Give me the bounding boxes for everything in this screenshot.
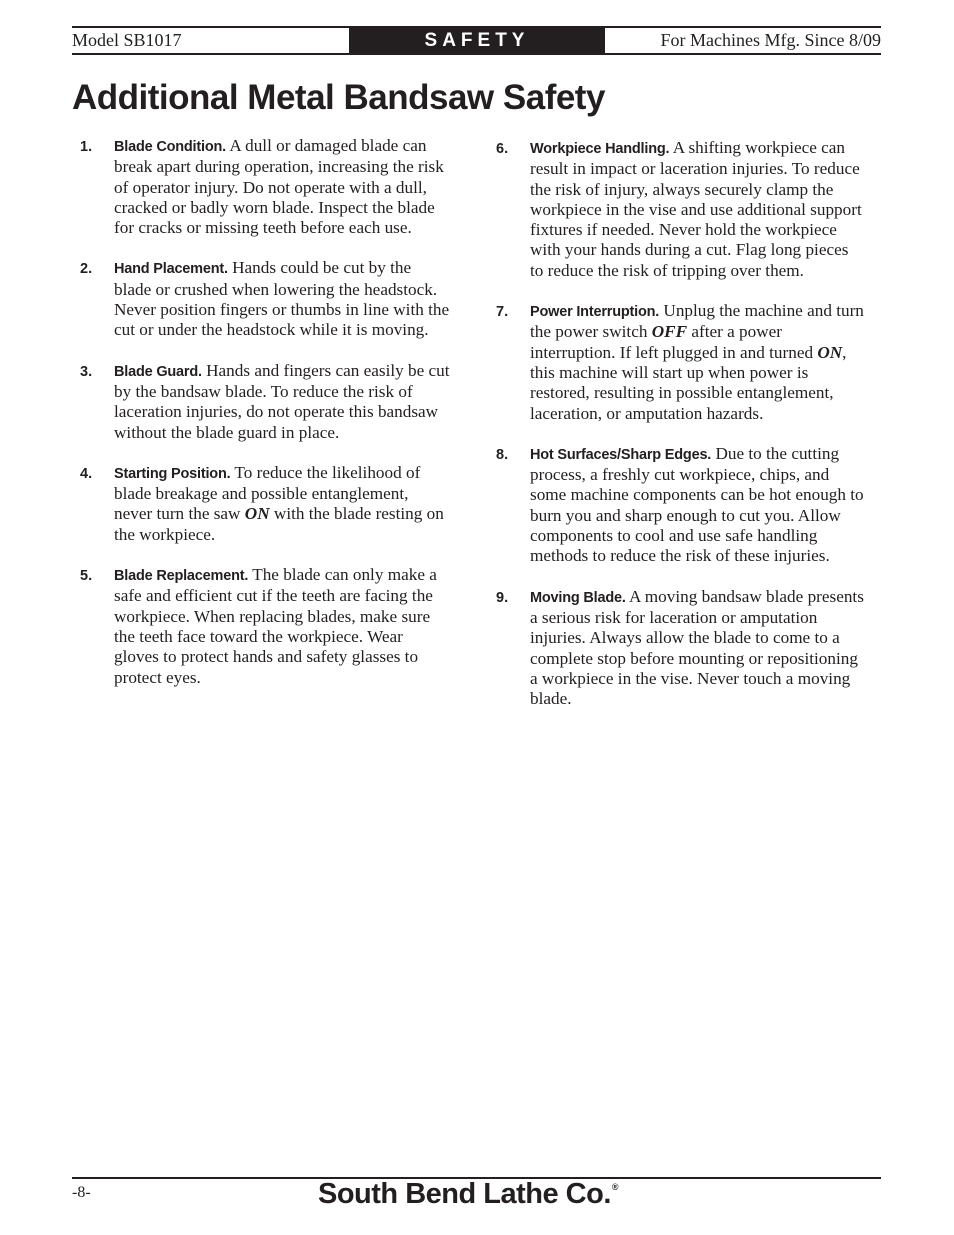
item-number: 3. [80, 363, 93, 380]
right-column [496, 138, 866, 729]
safety-item-5 [80, 565, 450, 688]
header-model: Model SB1017 [72, 30, 182, 50]
item-emphasis: OFF [651, 322, 688, 342]
item-text: Due to the cutting process, a freshly cut workpiece, chips, and some machine components can be hot enough to burn you and sharp enough to cut you. Allow components to cool and use safe handling methods to reduce the risk of these injuries. [530, 443, 864, 566]
item-text: Hands and fingers can easily be cut by the bandsaw blade. To reduce the risk of laceration injuries, do not operate this bandsaw without the blade guard in place. [114, 360, 450, 442]
item-text: Hands could be cut by the blade or crushed when lowering the headstock. Never position fingers or thumbs in line with the cut or under the headstock while it is moving. [114, 258, 450, 340]
item-number: 1. [80, 139, 93, 155]
item-text: The blade can only make a safe and efficient cut if the teeth are facing the workpiece. When replacing blades, make sure the teeth face toward the workpiece. Wear gloves to protect hands and safety glasses to protect eyes. [114, 565, 437, 687]
safety-item-1 [80, 136, 450, 238]
item-label: Hot Surfaces/Sharp Edges. [530, 446, 712, 463]
left-column [80, 136, 450, 708]
item-text: A moving bandsaw blade presents a serious risk for laceration or amputation injuries. Always allow the blade to come to a complete stop before mounting or repositioning a workpiece in the vise. Never touch a moving blade. [530, 586, 864, 709]
item-text: with the blade resting on the workpiece. [114, 504, 444, 544]
item-number: 9. [496, 589, 509, 606]
safety-item-7 [496, 301, 866, 424]
item-number: 2. [80, 261, 93, 278]
item-text: A dull or damaged blade can break apart during operation, increasing the risk of operator injury. Do not operate with a dull, cracked or badly worn blade. Inspect the blade for cracks or missing teeth before each use. [114, 136, 444, 238]
header-section-title: SAFETY [349, 28, 605, 53]
item-number: 4. [80, 465, 93, 482]
item-label: Power Interruption. [530, 304, 660, 321]
item-text: To reduce the likelihood of blade breakage and possible entanglement, never turn the saw [114, 462, 421, 524]
item-number: 5. [80, 568, 93, 585]
item-label: Starting Position. [114, 465, 231, 482]
safety-item-8 [496, 444, 866, 567]
item-number: 7. [496, 304, 509, 321]
item-label: Workpiece Handling. [530, 141, 670, 157]
registered-mark: ® [611, 1182, 619, 1192]
page-number: -8- [72, 1184, 91, 1201]
page-title: Additional Metal Bandsaw Safety [72, 78, 605, 117]
safety-item-2 [80, 258, 450, 340]
item-number: 8. [496, 446, 509, 463]
item-emphasis: ON [244, 504, 270, 524]
header-bottom-rule [72, 53, 881, 55]
page-header [72, 26, 881, 56]
brand-name: South Bend Lathe Co. [318, 1178, 611, 1210]
item-label: Moving Blade. [530, 589, 626, 606]
header-machines-note: For Machines Mfg. Since 8/09 [660, 30, 881, 50]
brand-logo [318, 1178, 618, 1211]
item-text: Unplug the machine and turn the power switch [530, 301, 864, 342]
safety-item-4 [80, 463, 450, 545]
item-text: after a power interruption. If left plugged in and turned [530, 322, 818, 362]
item-label: Hand Placement. [114, 261, 228, 278]
item-label: Blade Guard. [114, 363, 202, 380]
item-text: A shifting workpiece can result in impact or laceration injuries. To reduce the risk of injury, always securely clamp the workpiece in the vise and use additional support fixtures if needed. Never hold the workpiece with your hands during a cut. Flag long pieces to reduce the risk of tripping over them. [530, 138, 862, 280]
safety-item-9 [496, 587, 866, 710]
safety-item-3 [80, 361, 450, 443]
item-emphasis: ON [817, 342, 843, 362]
item-label: Blade Condition. [114, 139, 226, 155]
safety-item-6 [496, 138, 866, 281]
item-label: Blade Replacement. [114, 568, 249, 585]
item-number: 6. [496, 141, 509, 157]
item-text: , this machine will start up when power is restored, resulting in possible entanglement, laceration, or amputation hazards. [530, 342, 847, 423]
